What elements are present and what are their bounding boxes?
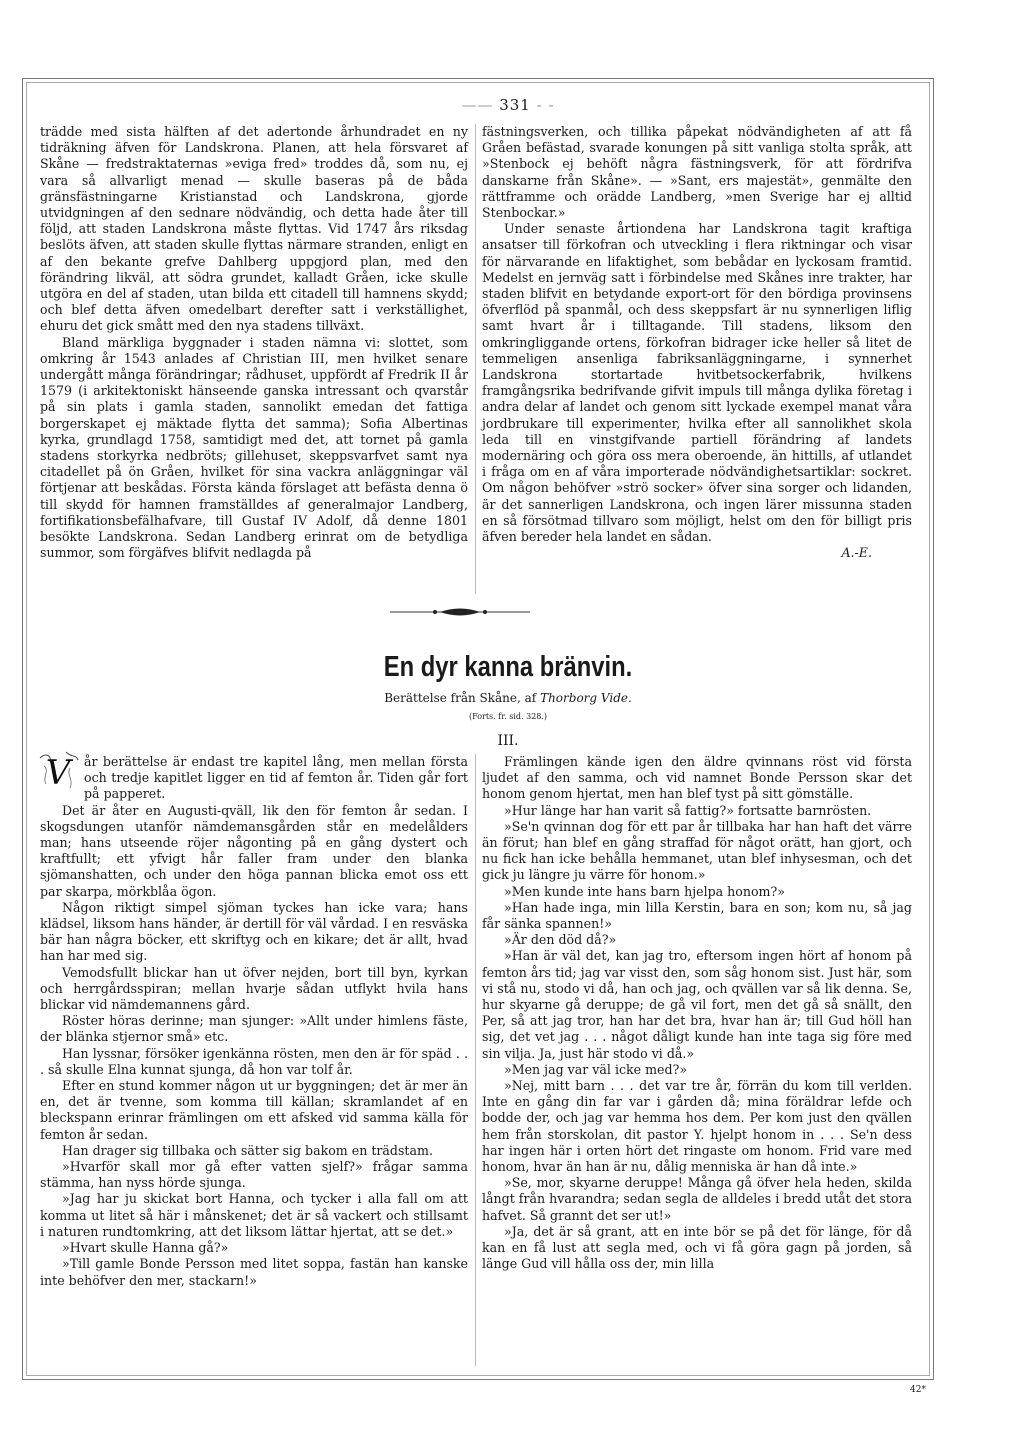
paragraph: Bland märkliga byggnader i staden nämna vi: slottet, som omkring år 1543 anlades af Christian III, men hvilket senare undergått många förändringar; rådhuset, uppfördt af Fredrik II år 1579 (i arkitektoniskt hänseende ganska intressant och qvarstår på sin plats i gamla staden, sannolikt emedan det fattiga borgerskapet ej mäktade flytta det samma); Sofia Albertinas kyrka, grundlagd 1758, samtidigt med det, att tornet på gamla stadens storkyrka nedbröts; gillehuset, skeppsvarfvet samt nya citadellet på ön Gråen, hvilket för sina vackra anläggningar väl förtjenar att beskådas. Första kända förslaget att befästa denna ö till skydd för hamnen framställdes af generalmajor Landberg, fortifikationsbefälhafvare, till Gustaf IV Adolf, då denne 1801 besökte Landskrona. Sedan Landberg erinrat om de betydliga summor, som förgäfves blifvit nedlagda på	[40, 334, 468, 561]
paragraph: Efter en stund kommer någon ut ur byggningen; det är mer än en, det är tvenne, som komma till källan; skramlandet af en bleckspann erinrar främlingen om ett afsked vid samma källa för femton år sedan.	[40, 1078, 468, 1142]
paragraph: »Är den död då?»	[504, 932, 617, 948]
paragraph: »Nej, mitt barn . . . det var tre år, förrän du kom till verlden. Inte en gång din far var i gården då; mina föräldrar lefde och bodde der, och jag var hemma hos dem. Per kom just den qvällen hem från storskolan, dit pastor Y. hjelpt honom in . . . Se'n dess har ingen här i orten hört det ringaste om honom. Frid vare med honom, hvar än han är nu, dålig menniska är han då inte.»	[482, 1078, 912, 1175]
paragraph: Han lyssnar, försöker igenkänna rösten, men den är för späd . . . så skulle Elna kunnat sjunga, då hon var tolf år.	[40, 1045, 468, 1077]
story-title: En dyr kanna bränvin.	[383, 651, 633, 683]
decorated-initial-icon	[36, 748, 80, 798]
paragraph: »Hvart skulle Hanna gå?»	[62, 1240, 229, 1256]
paragraph: fästningsverken, och tillika påpekat nödvändigheten af att få Gråen befästad, svarade konungen på sitt vanliga stolta språk, att »Stenbock ej behöft några fästningsverk, för att fördrifva danskarne från Skåne». — »Sant, ers majestät», genmälte den rättframme och orädde Landberg, »men Sverige har ej alltid Stenbockar.»	[482, 124, 912, 221]
paragraph: Vemodsfullt blickar han ut öfver nejden, bort till byn, kyrkan och herrgårdsspiran; mellan hvarje sådan utflykt hvila hans blickar vid nämdemannens gård.	[40, 964, 468, 1013]
continued-note: (Forts. fr. sid. 328.)	[468, 712, 548, 721]
paragraph: »Se, mor, skyarne deruppe! Många gå öfver hela heden, skilda långt från hvarandra; sedan segla de alldeles i bredd utåt det stora hafvet. Så grannt det ser ut!»	[482, 1175, 912, 1223]
article-column-left	[40, 124, 468, 561]
paragraph: Främlingen kände igen den äldre qvinnans röst vid första ljudet af den samma, och vid namnet Bonde Persson skar det honom genom hjertat, men han blef tyst på sitt gömställe.	[482, 754, 912, 802]
paragraph: »Jag har ju skickat bort Hanna, och tycker i alla fall om att komma ut litet så här i månskenet; det är så vackert och stillsamt i naturen rundtomkring, att det liksom lättar hjertat, att se det.»	[40, 1191, 468, 1239]
paragraph: Röster höras derinne; man sjunger: »Allt under himlens fäste, der blänka stjernor små» etc.	[40, 1013, 468, 1045]
story-subtitle: Berättelse från Skåne, af Thorborg Vide.	[384, 691, 632, 705]
paragraph: »Hvarför skall mor gå efter vatten sjelf?» frågar samma stämma, han nyss hörde sjunga.	[40, 1159, 468, 1191]
paragraph: »Ja, det är så grant, att en inte bör se på det för länge, för då kan en få lust att segla med, och vi få göra gagn på jorden, så länge Gud vill hålla oss der, min lilla	[482, 1223, 912, 1272]
paragraph: trädde med sista hälften af det adertonde århundradet en ny tidräkning äfven för Landskrona. Planen, att hela försvaret af Skåne — fredstraktaternas »eviga fred» troddes då, som nu, ej vara så allvarligt menad — skulle baseras på de båda gränsfästningarne Kristianstad och Landskrona, gjorde utvidgningen af den sednare nödvändig, och detta hade åter till följd, att staden Landskrona måste flyttas. Vid 1747 års riksdag beslöts äfven, att staden skulle flyttas närmare stranden, enligt en af den bekante grefve Dahlberg uppgjord plan, med den förändring likväl, att södra grundet, kalladt Gråen, icke skulle utgöra en del af staden, utan bilda ett citadell till hamnens skydd; och blef detta äfven omedelbart derefter satt i verkställighet, ehuru det gick smått med den nya stadens tillväxt.	[40, 124, 468, 334]
story-column-left	[40, 754, 468, 1289]
paragraph: år berättelse är endast tre kapitel lång, men mellan första och tredje kapitlet ligger en tid af femton år. Tiden går fort på papperet.	[84, 754, 468, 802]
page-number: —— 331 - -	[461, 96, 555, 114]
paragraph: Han drager sig tillbaka och sätter sig bakom en trädstam.	[62, 1142, 433, 1158]
paragraph: »Han hade inga, min lilla Kerstin, bara en son; kom nu, så jag får sänka spannen!»	[482, 899, 912, 932]
paragraph: »Se'n qvinnan dog för ett par år tillbaka har han haft det värre än förut; han blef en gång straffad för något orätt, han gjort, och nu fick han icke behålla hemmanet, utan blef inhysesman, och det gick ju längre ju värre för honom.»	[482, 818, 912, 883]
paragraph: Under senaste årtiondena har Landskrona tagit kraftiga ansatser till förkofran och utveckling i flera riktningar och visar för närvarande en lifaktighet, som bebådar en lyckosam framtid. Medelst en jernväg satt i förbindelse med Skånes inre trakter, har staden blifvit en betydande export-ort för den bördiga provinsens öfverflöd på spanmål, och dess skeppsfart är nu synnerligen liflig samt hvart år i tilltagande. Till stadens, liksom den omkringliggande ortens, förkofran bidrager icke heller så litet de temmeligen ansenliga fabriksanläggningarne, i synnerhet Landskrona stortartade hvitbetsockerfabrik, hvilkens framgångsrika bedrifvande gifvit impuls till många dylika företag i andra delar af landet och genom sitt lyckade exempel manat våra jordbrukare till experimenter, hvilka efter all sannolikhet skola leda till en vinstgifvande partiell förändring af landets modernäring och göra oss mera oberoende, än hittills, af utlandet i fråga om en af våra importerade nödvändighetsartiklar: sockret. Om någon behöfver »strö socker» öfver sina sorger och lidanden, är det sannerligen Landskrona, och ingen lärer missunna staden en så försötmad tillvaro som möjligt, helst om den för billigt pris äfven bereder hela landet en sådan.	[482, 221, 912, 545]
paragraph: »Han är väl det, kan jag tro, eftersom ingen hört af honom på femton års tid; jag var visst den, som såg honom sist. Just här, som vi stå nu, stodo vi då, han och jag, och qvällen var så lik denna. Se, hur skyarne gå deruppe; de gå vil fort, men det gå så snällt, den Per, så att jag tror, han har det bra, hvar han är; till Gud höll han sig, det vet jag . . . något dåligt kunde han inte taga sig före med sin vilja. Ja, just här stodo vi då.»	[482, 948, 912, 1061]
story-column-right	[482, 754, 912, 1273]
article-column-right	[482, 124, 912, 561]
paragraph: »Men kunde inte hans barn hjelpa honom?»	[504, 883, 785, 899]
paragraph: »Men jag var väl icke med?»	[504, 1061, 688, 1077]
column-divider-upper	[475, 124, 476, 594]
dropcap-letter: V	[45, 753, 71, 793]
author-signature: A.-E.	[841, 545, 872, 561]
paragraph: »Till gamle Bonde Persson med litet soppa, fastän han kanske inte behöfver den mer, stackarn!»	[40, 1256, 468, 1288]
ornament-divider-icon	[390, 606, 530, 618]
footer-signature-mark: 42*	[910, 1385, 926, 1395]
paragraph: Det är åter en Augusti-qväll, lik den för femton år sedan. I skogsdungen utanför nämdemansgården står en medelålders man; hans utseende röjer någonting på en gång dystert och kraftfullt; ett yfvigt hår faller fram under den blanka sjömanshatten, och under den höga pannan blicka emot oss ett par skarpa, mörkblåa ögon.	[40, 802, 468, 899]
column-divider-lower	[475, 754, 476, 1366]
chapter-number: III.	[497, 733, 519, 749]
paragraph: Någon riktigt simpel sjöman tyckes han icke vara; hans klädsel, liksom hans händer, är dertill för väl vårdad. I en resväska bär han några böcker, ett skriftyg och en kikare; det är allt, hvad han har med sig.	[40, 899, 468, 964]
paragraph: »Hur länge har han varit så fattig?» fortsatte barnrösten.	[504, 802, 872, 818]
